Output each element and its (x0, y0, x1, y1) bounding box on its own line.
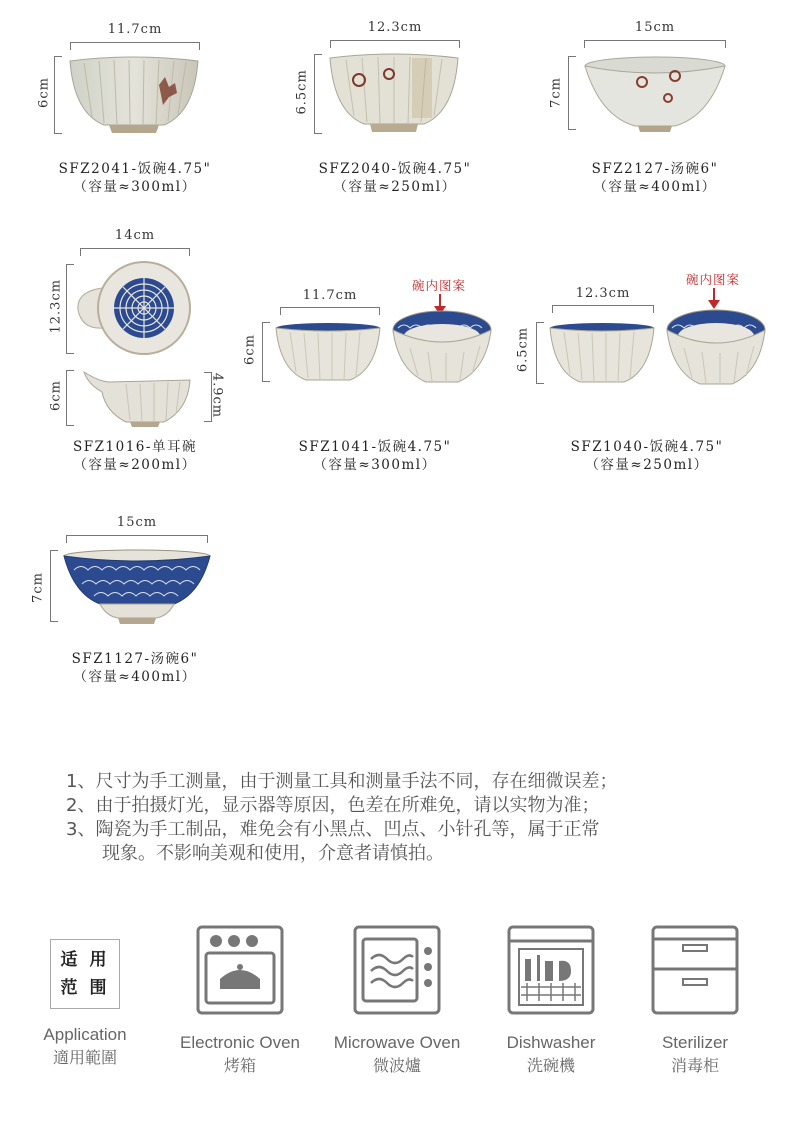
notes-section (66, 770, 617, 866)
product-code: SFZ1040-饭碗4.75" (570, 439, 724, 455)
product-code: SFZ2041-饭碗4.75" (58, 161, 212, 177)
height-label: 7cm (30, 572, 46, 603)
width-dimension-line (280, 307, 380, 315)
product-caption (300, 160, 490, 196)
width-dimension-line (70, 42, 200, 50)
product-capacity: （容量≈300ml） (313, 457, 437, 473)
product-code: SFZ2040-饭碗4.75" (318, 161, 472, 177)
bowl-image (60, 546, 214, 626)
width-label: 15cm (634, 20, 676, 35)
width-dimension-line (552, 305, 654, 313)
width-label: 14cm (114, 228, 156, 243)
product-code: SFZ1041-饭碗4.75" (298, 439, 452, 455)
bowl-image (324, 52, 464, 136)
product-capacity: （容量≈250ml） (333, 179, 457, 195)
width-label: 15cm (116, 515, 158, 530)
width-dimension-line (66, 535, 208, 543)
product-capacity: （容量≈300ml） (73, 179, 197, 195)
usage-label-en: Dishwasher (506, 1033, 596, 1052)
product-caption (560, 160, 750, 196)
product-caption (40, 160, 230, 196)
application-badge (50, 939, 120, 1009)
height-dimension-line-2 (66, 370, 74, 426)
inner-pattern-label: 碗内图案 (412, 278, 467, 293)
usage-label-cn: 消毒柜 (670, 1056, 719, 1075)
usage-label-en: Microwave Oven (333, 1033, 461, 1052)
usage-label-cn: 洗碗機 (526, 1056, 575, 1075)
usage-microwave (322, 925, 472, 1076)
product-code: SFZ2127-汤碗6" (591, 161, 719, 177)
height-label-2: 6cm (48, 380, 64, 411)
oven-icon (194, 925, 286, 1017)
usage-sterilizer (640, 925, 750, 1076)
badge-line-1: 适 用 (60, 950, 110, 970)
inner-pattern-label: 碗内图案 (686, 272, 741, 287)
bowl-inner-image (664, 306, 768, 390)
usage-oven (170, 925, 310, 1076)
product-code: SFZ1127-汤碗6" (71, 651, 199, 667)
note-3-continued: 现象。不影响美观和使用，介意者请慎拍。 (102, 843, 444, 864)
note-1: 1、尺寸为手工测量，由于测量工具和测量手法不同，存在细微误差； (66, 771, 618, 792)
bowl-image (546, 320, 658, 388)
bowl-inner-image (390, 308, 494, 388)
usage-application (40, 925, 130, 1068)
width-label: 12.3cm (575, 286, 631, 301)
height-label-3: 4.9cm (209, 372, 225, 419)
width-label: 11.7cm (107, 22, 163, 37)
usage-label-cn: 烤箱 (223, 1056, 256, 1075)
height-label: 7cm (548, 77, 564, 108)
width-dimension-line (80, 248, 190, 256)
usage-label-cn: 適用範圍 (52, 1048, 117, 1067)
product-capacity: （容量≈400ml） (593, 179, 717, 195)
microwave-icon (351, 925, 443, 1017)
usage-label-en: Sterilizer (661, 1033, 729, 1052)
height-dimension-line (262, 322, 270, 382)
badge-line-2: 范 围 (60, 978, 110, 998)
bowl-image (272, 320, 384, 386)
height-dimension-line (50, 550, 58, 622)
product-capacity: （容量≈200ml） (73, 457, 197, 473)
bowl-image (64, 55, 204, 137)
height-label: 6.5cm (515, 326, 531, 373)
usage-label-en: Electronic Oven (180, 1033, 300, 1052)
height-dimension-line (314, 54, 322, 134)
product-code: SFZ1016-单耳碗 (73, 439, 197, 455)
usage-label-en: Application (43, 1025, 127, 1044)
product-caption (40, 438, 230, 474)
usage-label-cn: 微波爐 (372, 1056, 421, 1075)
height-label: 6.5cm (294, 69, 310, 115)
width-label: 12.3cm (367, 20, 423, 35)
product-capacity: （容量≈400ml） (73, 669, 197, 685)
product-caption (552, 438, 742, 474)
height-label: 6cm (242, 334, 258, 365)
usage-dishwasher (488, 925, 614, 1076)
product-capacity: （容量≈250ml） (585, 457, 709, 473)
height-dimension-line (536, 322, 544, 384)
bowl-top-view-image (72, 258, 196, 358)
height-dimension-line (568, 56, 576, 130)
note-3: 3、陶瓷为手工制品，难免会有小黑点、凹点、小针孔等，属于正常 (66, 819, 600, 840)
height-dimension-line (54, 56, 62, 134)
height-label: 6cm (36, 77, 52, 108)
bowl-side-view-image (80, 368, 200, 430)
height-label: 12.3cm (48, 278, 64, 334)
product-caption (40, 650, 230, 686)
bowl-image (580, 54, 730, 134)
width-dimension-line (330, 40, 460, 48)
product-caption (280, 438, 470, 474)
dishwasher-icon (505, 925, 597, 1017)
width-label: 11.7cm (302, 288, 358, 303)
sterilizer-icon (649, 925, 741, 1017)
note-2: 2、由于拍摄灯光，显示器等原因，色差在所难免，请以实物为准； (66, 795, 600, 816)
width-dimension-line (584, 40, 726, 48)
